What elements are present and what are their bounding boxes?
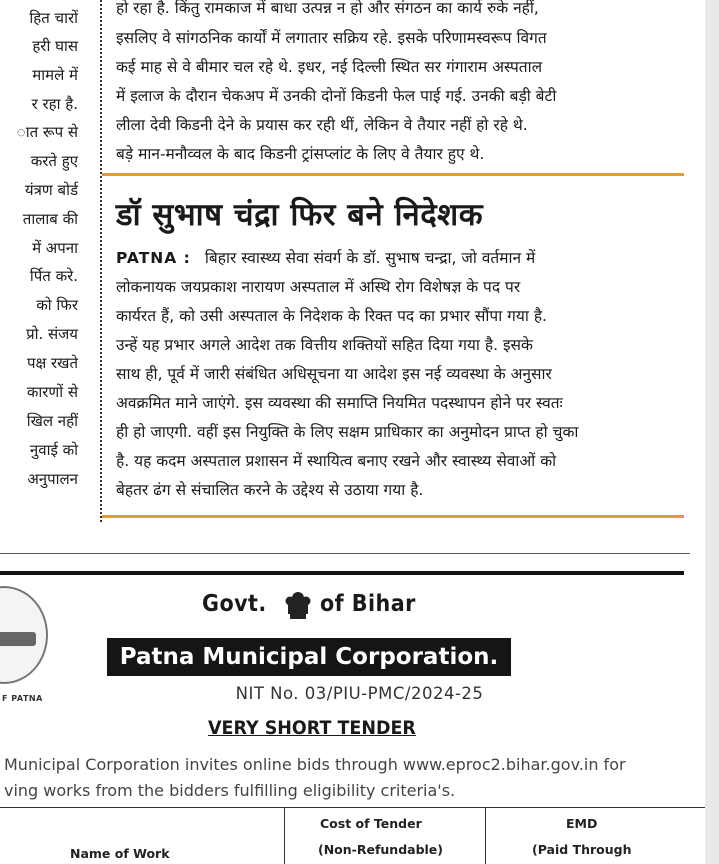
article-line: उन्हें यह प्रभार अगले आदेश तक वित्तीय शक्तियों सहित दिया गया है. इसके (116, 336, 533, 354)
left-column-line: ात रूप से (16, 123, 78, 141)
left-column-line: में अपना (32, 239, 78, 257)
invitation-line: ving works from the bidders fulfilling eligibility criteria's. (4, 781, 456, 800)
article-line: हो रहा है. किंतु रामकाज में बाधा उत्पन्न न हो और संगठन का कार्य रुके नहीं, (116, 0, 539, 17)
article-line: ही हो जाएगी. वहीं इस नियुक्ति के लिए सक्षम प्राधिकार का अनुमोदन प्राप्त हो चुका (116, 423, 579, 441)
nit-number: NIT No. 03/PIU-PMC/2024-25 (235, 684, 484, 703)
table-header-emd-note: (Paid Through (532, 842, 632, 857)
article-line: कार्यरत हैं, को उसी अस्पताल के निदेशक के रिक्त पद का प्रभार सौंपा गया है. (116, 307, 547, 325)
left-column-line: को फिर (36, 296, 78, 314)
table-header-emd: EMD (566, 816, 598, 831)
dateline: PATNA : (116, 249, 191, 267)
govt-heading (202, 586, 426, 622)
organization-title: Patna Municipal Corporation. (107, 638, 511, 676)
table-header-cost: Cost of Tender (320, 816, 422, 831)
article-line: साथ ही, पूर्व में जारी संबंधित अधिसूचना या आदेश इस नई व्यवस्था के अनुसार (116, 365, 552, 383)
article-line: बड़े मान-मनौव्वल के बाद किडनी ट्रांसप्लांट के लिए वे तैयार हुए थे. (116, 145, 485, 163)
column-divider (100, 0, 102, 522)
table-top-border (0, 807, 719, 808)
table-header-cost-note: (Non-Refundable) (318, 842, 443, 857)
article-line: इसलिए वे सांगठनिक कार्यों में लगातार सक्रिय रहे. इसके परिणामस्वरूप विगत (116, 29, 547, 47)
article-line: अवक्रमित माने जाएंगे. इस व्यवस्था की समाप्ति नियमित पदस्थापन होने पर स्वतः (116, 394, 563, 412)
article-line: लोकनायक जयप्रकाश नारायण अस्पताल में अस्थि रोग विशेषज्ञ के पद पर (116, 278, 521, 296)
left-column-line: मामले में (32, 66, 78, 84)
table-column-divider (485, 808, 486, 864)
article-headline: डॉ सुभाष चंद्रा फिर बने निदेशक (116, 197, 484, 233)
article-line: है. यह कदम अस्पताल प्रशासन में स्थायित्व बनाए रखने और स्वास्थ्य सेवाओं को (116, 452, 557, 470)
article-line: में इलाज के दौरान चेकअप में उनकी दोनों किडनी फेल पाई गई. उनकी बड़ी बेटी (116, 87, 557, 105)
municipal-emblem-icon (0, 586, 48, 684)
table-header-name: Name of Work (70, 846, 170, 861)
left-column-line: हरी घास (32, 37, 78, 55)
left-column-line: र रहा है. (31, 95, 78, 113)
left-column-line: प्रो. संजय (26, 325, 78, 343)
section-rule (102, 515, 684, 518)
invitation-line: Municipal Corporation invites online bids through www.eproc2.bihar.gov.in for (4, 755, 626, 774)
bihar-text: of Bihar (319, 591, 416, 617)
left-column-line: नुवाई को (29, 441, 78, 459)
left-column-snippet (0, 0, 90, 500)
left-column-line: यंत्रण बोर्ड (24, 181, 78, 199)
left-column-line: तालाब की (22, 210, 78, 228)
left-column-line: र्पित करे. (29, 267, 78, 285)
govt-text: Govt. (202, 591, 267, 617)
page-rule (0, 553, 690, 554)
article-first-line (116, 246, 535, 268)
screen-edge (705, 0, 719, 864)
article-line: लीला देवी किडनी देने के प्रयास कर रही थीं, लेकिन वे तैयार नहीं हो रहे थे. (116, 116, 528, 134)
tender-heading: VERY SHORT TENDER (208, 717, 416, 739)
table-column-divider (284, 808, 285, 864)
emblem-caption: F PATNA (2, 694, 43, 703)
left-column-line: हित चारों (29, 9, 78, 27)
left-column-line: अनुपालन (27, 470, 78, 488)
left-column-line: करते हुए (30, 152, 78, 170)
article-line: कई माह से वे बीमार चल रहे थे. इधर, नई दिल्ली स्थित सर गंगाराम अस्पताल (116, 58, 543, 76)
left-column-line: खिल नहीं (26, 412, 78, 430)
article-line: बेहतर ढंग से संचालित करने के उद्देश्य से उठाया गया है. (116, 481, 424, 499)
ashoka-emblem-icon (280, 586, 316, 622)
article-line: बिहार स्वास्थ्य सेवा संवर्ग के डॉ. सुभाष चन्द्रा, जो वर्तमान में (204, 249, 536, 267)
section-rule (102, 173, 684, 176)
left-column-line: पक्ष रखते (27, 354, 78, 372)
left-column-line: कारणों से (26, 383, 78, 401)
advert-border (0, 571, 684, 575)
